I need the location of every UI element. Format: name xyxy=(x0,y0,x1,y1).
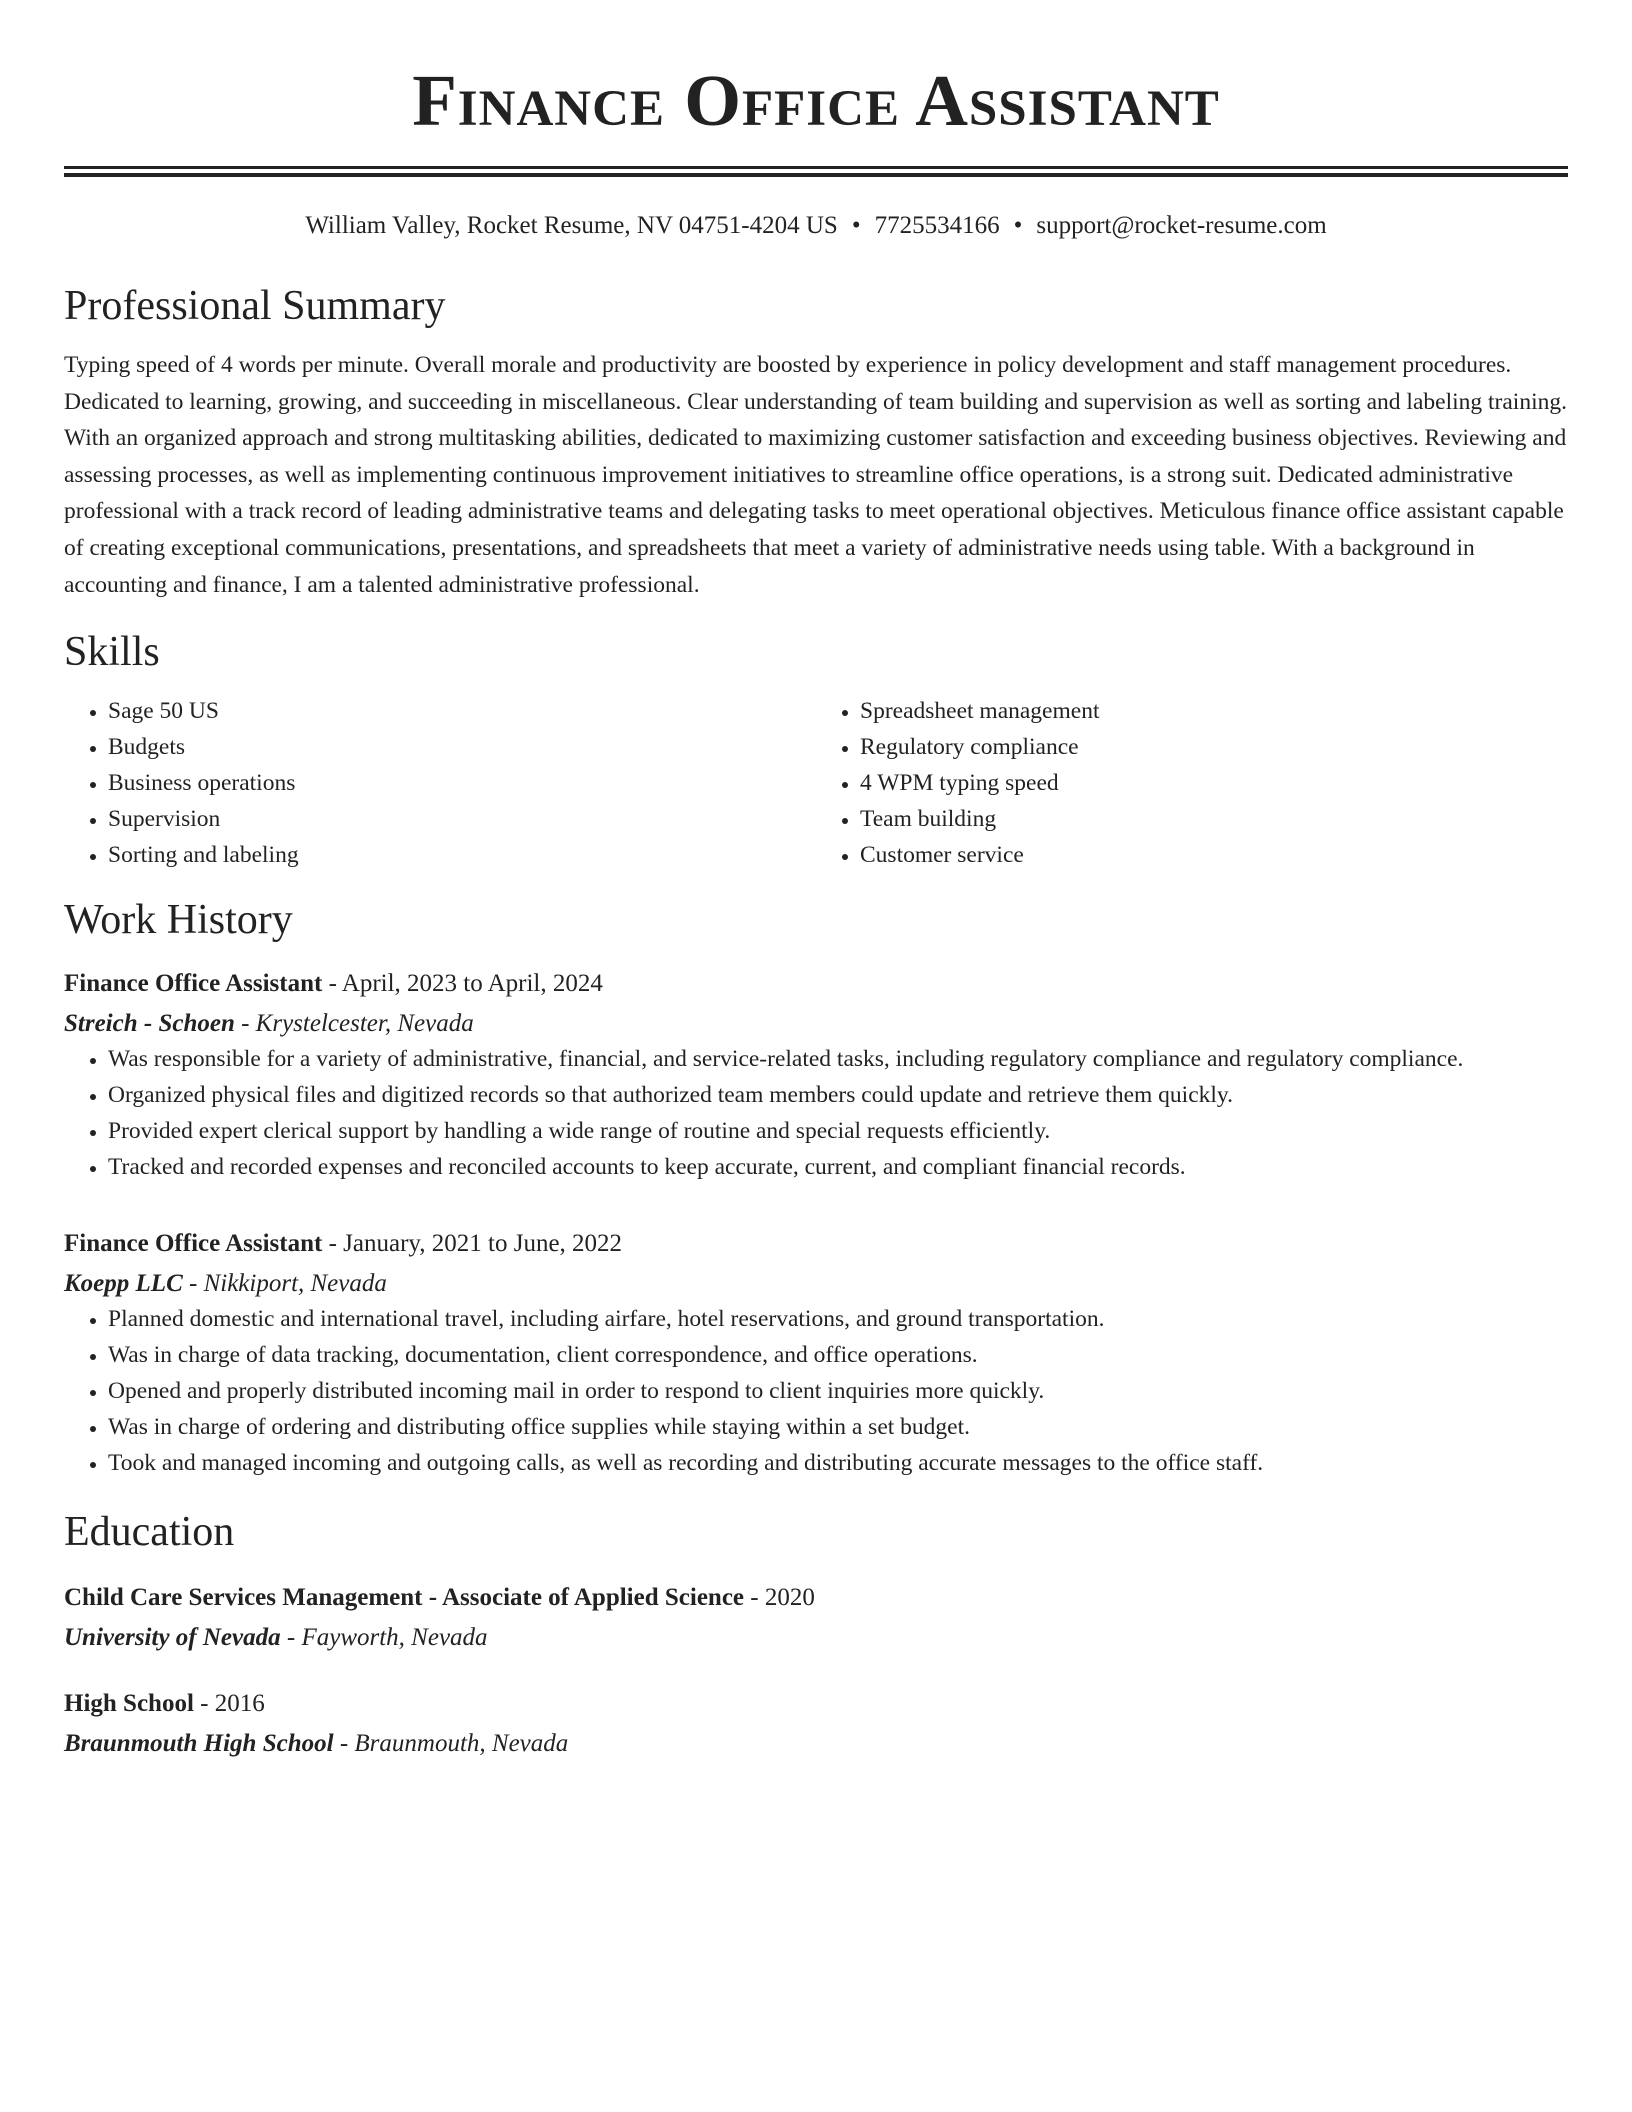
job-responsibilities xyxy=(64,1301,1568,1481)
school-name: Braunmouth High School xyxy=(64,1730,334,1758)
skill-item: • Budgets xyxy=(108,729,816,765)
resume-title: Finance Office Assistant xyxy=(412,60,1220,141)
skill-item: • Regulatory compliance xyxy=(860,729,1568,765)
company-line xyxy=(64,1267,1568,1301)
job-title: Finance Office Assistant xyxy=(64,1230,323,1258)
title-divider xyxy=(64,166,1568,177)
job-entry xyxy=(64,1227,1568,1481)
company-name: Streich - Schoen xyxy=(64,1010,235,1038)
school-line xyxy=(64,1621,1568,1655)
responsibility-item: • Was in charge of ordering and distributing office supplies while staying within a set budget. xyxy=(108,1409,1568,1445)
contact-address: William Valley, Rocket Resume, NV 04751-4204 US xyxy=(305,212,838,239)
skill-item: • Customer service xyxy=(860,837,1568,873)
responsibility-item: • Was responsible for a variety of administrative, financial, and service-related tasks, including regulatory compliance and regulatory compliance. xyxy=(108,1041,1568,1077)
skills-column-left xyxy=(64,693,816,873)
responsibility-item: • Was in charge of data tracking, documentation, client correspondence, and office operations. xyxy=(108,1337,1568,1373)
degree-name: High School xyxy=(64,1690,194,1718)
job-responsibilities xyxy=(64,1041,1568,1185)
degree-line xyxy=(64,1687,1568,1721)
skill-item: • Sorting and labeling xyxy=(108,837,816,873)
degree-year: - 2020 xyxy=(744,1584,815,1612)
summary-heading: Professional Summary xyxy=(64,283,446,329)
skill-item: • 4 WPM typing speed xyxy=(860,765,1568,801)
education-heading: Education xyxy=(64,1509,235,1556)
company-name: Koepp LLC xyxy=(64,1270,183,1298)
job-title-line xyxy=(64,1227,1568,1261)
school-location: - Braunmouth, Nevada xyxy=(333,1730,569,1758)
summary-text: Typing speed of 4 words per minute. Overall morale and productivity are boosted by experience in policy development and staff management procedures. Dedicated to learning, growing, and succeeding in miscellaneous. Clear understanding of team building and supervision as well as sorting and labeling training. With an organized approach and strong multitasking abilities, dedicated to maximizing customer satisfaction and exceeding business objectives. Reviewing and assessing processes, as well as implementing continuous improvement initiatives to streamline office operations, is a strong suit. Dedicated administrative professional with a track record of leading administrative teams and delegating tasks to meet operational objectives. Meticulous finance office assistant capable of creating exceptional communications, presentations, and spreadsheets that meet a variety of administrative needs using table. With a background in accounting and finance, I am a talented administrative professional. xyxy=(64,352,1567,598)
skills-column-right xyxy=(816,693,1568,873)
company-location: - Nikkiport, Nevada xyxy=(182,1270,387,1298)
degree-line xyxy=(64,1581,1568,1615)
skills-list xyxy=(64,693,1568,873)
responsibility-item: • Opened and properly distributed incoming mail in order to respond to client inquiries more quickly. xyxy=(108,1373,1568,1409)
skill-item: • Sage 50 US xyxy=(108,693,816,729)
responsibility-item: • Tracked and recorded expenses and reconciled accounts to keep accurate, current, and compliant financial records. xyxy=(108,1149,1568,1185)
responsibility-item: • Planned domestic and international travel, including airfare, hotel reservations, and ground transportation. xyxy=(108,1301,1568,1337)
job-title: Finance Office Assistant xyxy=(64,970,323,998)
contact-line xyxy=(64,209,1568,243)
contact-separator: • xyxy=(1013,212,1023,239)
responsibility-item: • Organized physical files and digitized records so that authorized team members could update and retrieve them quickly. xyxy=(108,1077,1568,1113)
job-dates: - January, 2021 to June, 2022 xyxy=(322,1230,623,1258)
company-line xyxy=(64,1007,1568,1041)
skill-item: • Business operations xyxy=(108,765,816,801)
school-name: University of Nevada xyxy=(64,1624,281,1652)
degree-name: Child Care Services Management - Associate of Applied Science xyxy=(64,1584,745,1612)
education-entry xyxy=(64,1581,1568,1655)
contact-separator: • xyxy=(851,212,861,239)
responsibility-item: • Provided expert clerical support by handling a wide range of routine and special requests efficiently. xyxy=(108,1113,1568,1149)
school-location: - Fayworth, Nevada xyxy=(280,1624,488,1652)
company-location: - Krystelcester, Nevada xyxy=(234,1010,474,1038)
skill-item: • Supervision xyxy=(108,801,816,837)
school-line xyxy=(64,1727,1568,1761)
work-history-heading: Work History xyxy=(64,897,293,944)
education-entry xyxy=(64,1687,1568,1761)
job-title-line xyxy=(64,967,1568,1001)
contact-email: support@rocket-resume.com xyxy=(1036,212,1327,239)
job-dates: - April, 2023 to April, 2024 xyxy=(322,970,603,998)
responsibility-item: • Took and managed incoming and outgoing calls, as well as recording and distributing accurate messages to the office staff. xyxy=(108,1445,1568,1481)
degree-year: - 2016 xyxy=(193,1690,265,1718)
contact-phone: 7725534166 xyxy=(874,212,1000,239)
skills-heading: Skills xyxy=(64,629,160,676)
skill-item: • Spreadsheet management xyxy=(860,693,1568,729)
skill-item: • Team building xyxy=(860,801,1568,837)
job-entry xyxy=(64,967,1568,1185)
